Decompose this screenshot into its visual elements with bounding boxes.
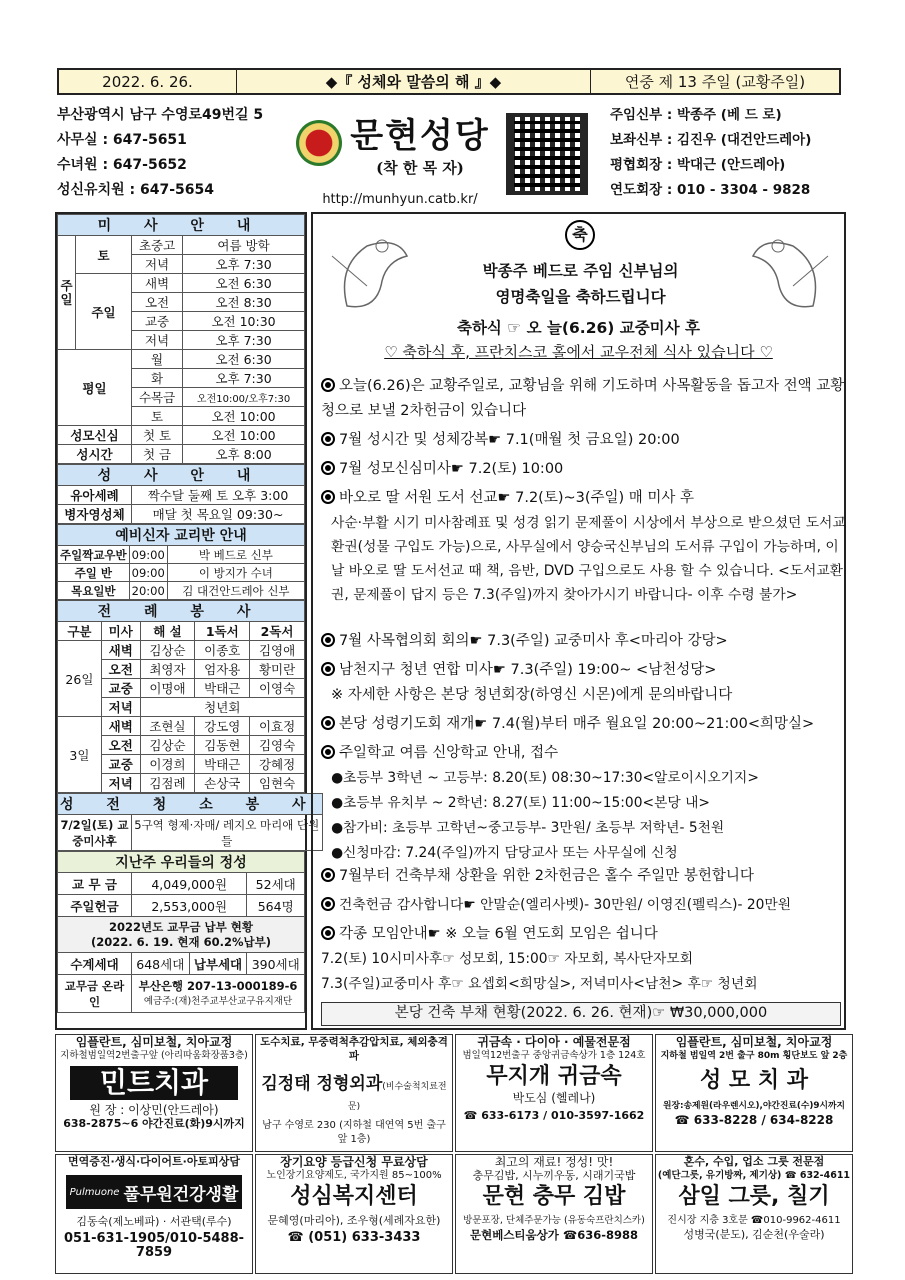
cat-cell: 김 대건안드레아 신부: [167, 582, 304, 600]
off-cell: 교 무 금: [58, 873, 132, 895]
ad-tableware[interactable]: [655, 1154, 853, 1274]
notice-list-item: ●초등부 3학년 ~ 고등부: 8.20(토) 08:30~17:30<알로이시오기지>: [331, 770, 759, 786]
account-holder: 예금주:(재)천주교부산교구유지재단: [143, 995, 293, 1007]
altar-cell: 저녁: [101, 774, 140, 793]
church-title: [300, 108, 500, 207]
cat-cell: 목요일반: [58, 582, 130, 600]
banner-line1: 박종주 베드로 주임 신부님의: [482, 262, 679, 280]
altar-cell: 김동현: [195, 736, 250, 755]
notice-text: 건축헌금 감사합니다☛ 안말순(엘리사벳)- 30만원/ 이영진(펠릭스)- 20만원: [339, 897, 792, 913]
notice-column: [311, 212, 846, 1030]
mass-cell: 오전: [132, 293, 183, 312]
ad-tagline: 귀금속 · 다이아 · 예물전문점: [477, 1035, 631, 1049]
ad-location: (예단그릇, 유기방짜, 제기상) ☎ 632-4611: [657, 1170, 851, 1181]
cat-cell: 주일 반: [58, 564, 130, 582]
mass-cell: 오전 10:30: [183, 312, 305, 331]
sacrament-table: [57, 464, 305, 524]
mass-cell: 저녁: [132, 255, 183, 274]
altar-cell: 오전: [101, 660, 140, 679]
mass-cell: 초중고: [132, 236, 183, 255]
bullet-icon: [321, 490, 335, 504]
mass-cell: 화: [132, 369, 183, 388]
ad-pulmuone[interactable]: [55, 1154, 253, 1274]
ad-seongmo-dental[interactable]: [655, 1034, 853, 1152]
cat-cell: 박 베드로 신부: [167, 546, 304, 564]
ad-specialty: (비수술척치료전문): [347, 1082, 447, 1112]
sac-cell: 짝수달 둘째 토 오후 3:00: [132, 486, 305, 505]
altar-cell: 김상순: [140, 641, 195, 660]
notice-list-item: 7.2(토) 10시미사후☞ 성모회, 15:00☞ 자모회, 복사단자모회: [321, 951, 694, 967]
ad-contact: 방문포장, 단체주문가능 (유동숙프란치스카): [463, 1215, 645, 1226]
qr-code-pattern: [514, 121, 580, 187]
mass-cell: 오전 10:00: [183, 407, 305, 426]
ad-name: 김정태 정형외과: [261, 1074, 383, 1094]
clergy-info: [610, 103, 811, 203]
ad-tagline: 장기요양 등급신청 무료상담: [280, 1155, 428, 1169]
yearend-president: 연도회장 : 010 - 3304 - 9828: [610, 182, 811, 198]
assistant-pastor: 보좌신부 : 김진우 (대건안드레아): [610, 132, 812, 148]
altar-head: 미사: [101, 622, 140, 641]
notice-text: 바오로 딸 서원 도서 선교☛ 7.2(토)~3(주일) 매 미사 후: [339, 490, 695, 506]
mass-cell: 오후 7:30: [183, 369, 305, 388]
ad-contact: 원 장 : 이상민(안드레아): [89, 1103, 219, 1117]
mass-cell: 첫 토: [132, 426, 183, 445]
altar-cell: 강혜정: [250, 755, 305, 774]
celebration-meal: ♡ 축하식 후, 프란치스코 홀에서 교우전체 식사 있습니다 ♡: [384, 343, 773, 361]
ad-contact: 김동숙(제노베파) · 서관택(루수): [76, 1215, 232, 1228]
mass-cell: 교중: [132, 312, 183, 331]
ad-phone: ☎ 633-6173 / 010-3597-1662: [463, 1109, 645, 1122]
notice-text: 오늘(6.26)은 교황주일로, 교황님을 위해 기도하며 사목활동을 돕고자 전액 교황청으로 보낼 2차헌금이 있습니다: [321, 378, 845, 419]
cat-cell: 이 방지가 수녀: [167, 564, 304, 582]
mass-cell: 오전 6:30: [183, 350, 305, 369]
ad-name: 풀무원건강생활: [123, 1184, 239, 1205]
clean-who: 5구역 형제·자매/ 레지오 마리애 단원들: [132, 815, 323, 851]
bullet-icon: [321, 662, 335, 676]
notice-list-item: 7.3(주일)교중미사 후☞ 요셉회<희망실>, 저녁미사<남천> 후☞ 청년회: [321, 976, 758, 992]
bullet-icon: [321, 716, 335, 730]
altar-cell: 오전: [101, 736, 140, 755]
offering-title: 지난주 우리들의 정성: [58, 852, 305, 873]
church-contacts: [57, 103, 263, 203]
altar-day: 26일: [58, 641, 102, 717]
cat-cell: 20:00: [129, 582, 167, 600]
altar-cell: 박태근: [195, 755, 250, 774]
notice-item: [321, 457, 846, 482]
notice-detail: 사순·부활 시기 미사참례표 및 성경 읽기 문제풀이 시상에서 부상으로 받으셨던 도서교환권(성물 구입도 가능)으로, 사무실에서 양승국신부님의 도서류 구입이 가능하며, 이 날 바오로 딸 도서선교 때 책, 음반, DVD 구입으로도 사용 할 수 있습니다. <도서교환권, 문제풀이 답지 등은 7.3(주일)까지 찾아가시기 바랍니다- 이후 수령 불가>: [331, 515, 846, 603]
altar-cell: 최영자: [140, 660, 195, 679]
angel-right-icon: [743, 226, 833, 321]
altar-cell: 황미란: [250, 660, 305, 679]
ad-tagline: 도수치료, 무중력척추감압치료, 체외충격파: [260, 1036, 448, 1062]
ad-tagline: 면역증진·생식·다이어트·아토피상담: [68, 1155, 240, 1168]
weekday-label: 평일: [58, 350, 132, 426]
ad-tagline: 임플란트, 심미보철, 치아교정: [75, 1035, 233, 1049]
celebration-badge: 축: [565, 220, 595, 250]
notice-item: [321, 486, 846, 607]
cat-cell: 주일짝교우반: [58, 546, 130, 564]
mass-cell: 성모신심: [58, 426, 132, 445]
off-cell: 648세대: [132, 953, 190, 975]
altar-cell: 손상국: [195, 774, 250, 793]
mass-cell: 성시간: [58, 445, 132, 464]
notice-item: [321, 629, 846, 654]
online-label: 교무금 온라인: [58, 975, 132, 1013]
address: 부산광역시 남구 수영로49번길 5: [57, 107, 264, 123]
council-president: 평협회장 : 박대근 (안드레아): [610, 157, 786, 173]
convent-phone: 수녀원 : 647-5652: [57, 157, 187, 173]
bullet-icon: [321, 378, 335, 392]
notice-item: [321, 893, 846, 918]
sac-cell: 매달 첫 목요일 09:30~: [132, 505, 305, 524]
notice-item: [321, 428, 846, 453]
church-url[interactable]: http://munhyun.catb.kr/: [322, 192, 478, 207]
altar-head: 구분: [58, 622, 102, 641]
ad-tagline: 혼수, 수입, 업소 그릇 전문점: [683, 1155, 825, 1168]
office-phone: 사무실 : 647-5651: [57, 132, 187, 148]
ad-jewelry[interactable]: [455, 1034, 653, 1152]
sat-label: 토: [76, 236, 132, 274]
ad-contact: 원장:송제원(라우렌시오),야간진료(수)9시까지: [662, 1101, 846, 1111]
ad-tagline: 임플란트, 심미보철, 치아교정: [675, 1035, 833, 1049]
ad-contact: 문혜영(마리아), 조우형(세례자요한): [267, 1214, 441, 1227]
mass-cell: 오후 8:00: [183, 445, 305, 464]
catechumen-title: 예비신자 교리반 안내: [58, 525, 305, 546]
ad-tagline: 최고의 재료! 정성! 맛!: [494, 1155, 614, 1169]
altar-cell: 박태근: [195, 679, 250, 698]
ad-owners: 성병국(분도), 김순천(우술라): [683, 1228, 825, 1241]
header-bar: [57, 68, 841, 95]
sac-cell: 병자영성체: [58, 505, 132, 524]
notice-item: [321, 741, 846, 866]
cat-cell: 09:00: [129, 546, 167, 564]
altar-table: [57, 600, 305, 793]
ad-phone: 638-2875~6 야간진료(화)9시까지: [63, 1117, 245, 1130]
bullet-icon: [321, 432, 335, 446]
sunday-group: 주일: [58, 236, 76, 350]
church-name: 문현성당: [350, 116, 490, 156]
altar-cell: 이효정: [250, 717, 305, 736]
ad-menu: 충무김밥, 시누끼우동, 시래기국밥: [472, 1169, 636, 1182]
ad-phone: 051-631-1905/010-5488-7859: [63, 1231, 245, 1260]
notice-list-item: ●신청마감: 7.24(주일)까지 담당교사 또는 사무실에 신청: [331, 845, 678, 861]
catechumen-table: [57, 524, 305, 600]
issue-date: 2022. 6. 26.: [59, 70, 237, 93]
notice-list-item: ●초등부 유치부 ~ 2학년: 8.27(토) 11:00~15:00<본당 내>: [331, 795, 710, 811]
mass-table: [57, 214, 305, 464]
angel-left-icon: [327, 226, 417, 321]
notice-text: 본당 성령기도회 재개☛ 7.4(월)부터 매주 월요일 20:00~21:00<희망실>: [339, 716, 815, 732]
cleaning-table: [57, 793, 323, 851]
mass-cell: 오전10:00/오후7:30: [183, 388, 305, 407]
debt-status: 본당 건축 부채 현황(2022. 6. 26. 현재)☞ ₩30,000,000: [321, 1002, 841, 1026]
off-cell: 52세대: [247, 873, 305, 895]
pastor: 주임신부 : 박종주 (베 드 로): [610, 107, 782, 123]
ad-phone: 문현베스티움상가 ☎636-8988: [470, 1228, 638, 1242]
altar-cell: 조현실: [140, 717, 195, 736]
off-cell: 390세대: [247, 953, 305, 975]
ad-location: 남구 수영로 230 (지하철 대연역 5번 출구 앞 1층): [262, 1120, 446, 1145]
off-cell: 4,049,000원: [132, 873, 247, 895]
notice-detail: ※ 자세한 사항은 본당 청년회장(하영신 시몬)에게 문의바랍니다: [331, 687, 733, 703]
banner-line2: 영명축일을 축하드립니다: [495, 288, 666, 306]
altar-title: 전 례 봉 사: [58, 601, 305, 622]
bullet-icon: [321, 633, 335, 647]
ad-mint-dental[interactable]: [55, 1034, 253, 1152]
ad-location: 지하철 범일역 2번 출구 80m 횡단보도 앞 2층: [660, 1051, 848, 1061]
offering-status-date: (2022. 6. 19. 현재 60.2%납부): [91, 934, 271, 949]
bullet-icon: [321, 897, 335, 911]
ad-name: 민트치과: [70, 1066, 238, 1100]
church-subtitle: (착 한 목 자): [376, 159, 464, 177]
mass-cell: 오전 8:30: [183, 293, 305, 312]
sun-label: 주일: [76, 274, 132, 350]
mass-cell: 첫 금: [132, 445, 183, 464]
notice-item: [321, 712, 846, 737]
kindergarten-phone: 성신유치원 : 647-5654: [57, 182, 214, 198]
altar-head: 해 설: [140, 622, 195, 641]
altar-head: 2독서: [250, 622, 305, 641]
altar-cell: 교중: [101, 679, 140, 698]
clean-title: 성 전 청 소 봉 사: [58, 794, 323, 815]
bullet-icon: [321, 461, 335, 475]
altar-cell: 김점례: [140, 774, 195, 793]
altar-cell: 새벽: [101, 641, 140, 660]
ad-name: 성 모 치 과: [700, 1068, 808, 1093]
mass-title: 미 사 안 내: [58, 215, 305, 236]
ad-orthopedic[interactable]: [255, 1034, 453, 1152]
altar-cell: 김영숙: [250, 736, 305, 755]
ad-logo: [66, 1175, 242, 1209]
mass-cell: 수목금: [132, 388, 183, 407]
notice-item: [321, 658, 846, 708]
notice-item: [321, 922, 846, 997]
notice-list-item: ●참가비: 초등부 고학년~중고등부- 3만원/ 초등부 저학년- 5천원: [331, 820, 725, 836]
off-cell: 수계세대: [58, 953, 132, 975]
ad-phone: ☎ (051) 633-3433: [287, 1230, 421, 1245]
notice-text: 남천지구 청년 연합 미사☛ 7.3(주일) 19:00~ <남천성당>: [339, 662, 717, 678]
altar-cell: 이종호: [195, 641, 250, 660]
altar-cell: 김영애: [250, 641, 305, 660]
notice-text: 7월 사목협의회 회의☛ 7.3(주일) 교중미사 후<마리아 강당>: [339, 633, 728, 649]
sacrament-title: 성 사 안 내: [58, 465, 305, 486]
schedule-column: [55, 212, 320, 1030]
offering-status: 2022년도 교무금 납부 현황: [109, 919, 253, 934]
altar-cell: 임현숙: [250, 774, 305, 793]
mass-cell: 월: [132, 350, 183, 369]
altar-cell: 이경희: [140, 755, 195, 774]
ad-phone: ☎ 633-8228 / 634-8228: [674, 1113, 834, 1127]
bank-account: 부산은행 207-13-000189-6: [138, 978, 298, 993]
mass-cell: 새벽: [132, 274, 183, 293]
ad-location: 범일역12번출구 중앙귀금속상가 1층 124호: [462, 1050, 646, 1061]
mass-cell: 오후 7:30: [183, 255, 305, 274]
off-cell: 납부세대: [189, 953, 247, 975]
year-theme: ◆『 성체와 말씀의 해 』◆: [237, 70, 591, 93]
bullet-icon: [321, 868, 335, 882]
feast-banner: [413, 258, 748, 310]
notice-item: [321, 374, 846, 424]
notice-text: 7월 성모신심미사☛ 7.2(토) 10:00: [339, 461, 564, 477]
altar-cell: 새벽: [101, 717, 140, 736]
off-cell: 주일헌금: [58, 895, 132, 917]
ad-name: 문현 충무 김밥: [482, 1184, 626, 1209]
altar-day: 3일: [58, 717, 102, 793]
mass-cell: 저녁: [132, 331, 183, 350]
mass-cell: 여름 방학: [183, 236, 305, 255]
celebration-time: 축하식 ☞ 오 늘(6.26) 교중미사 후: [456, 319, 701, 337]
altar-cell: 이명애: [140, 679, 195, 698]
mass-cell: 오후 7:30: [183, 331, 305, 350]
mass-cell: 오전 6:30: [183, 274, 305, 293]
altar-cell: 강도영: [195, 717, 250, 736]
ad-contact: 진시장 지층 3호문 ☎010-9962-4611: [667, 1215, 841, 1226]
altar-cell: 김상순: [140, 736, 195, 755]
ad-contact: 박도심 (헬레나): [512, 1091, 596, 1105]
altar-cell: 이영숙: [250, 679, 305, 698]
altar-cell: 저녁: [101, 698, 140, 717]
liturgical-sunday: 연중 제 13 주일 (교황주일): [624, 73, 806, 91]
ad-location: 노인장기요양제도, 국가지원 85~100%: [266, 1170, 442, 1181]
notice-text: 7월부터 건축부채 상환을 위한 2차헌금은 홀수 주일만 봉헌합니다: [339, 868, 754, 884]
altar-head: 1독서: [195, 622, 250, 641]
off-cell: 2,553,000원: [132, 895, 247, 917]
ad-name: 성심복지센터: [290, 1184, 418, 1209]
ad-gimbap[interactable]: [455, 1154, 653, 1274]
bullet-icon: [321, 745, 335, 759]
notice-item: [321, 864, 846, 889]
ad-brand: Pulmuone: [69, 1186, 120, 1198]
notice-text: 각종 모임안내☛ ※ 오늘 6월 연도회 모임은 쉽니다: [339, 926, 658, 942]
notice-text: 7월 성시간 및 성체강복☛ 7.1(매월 첫 금요일) 20:00: [339, 432, 680, 448]
notice-text: 주일학교 여름 신앙학교 안내, 접수: [339, 745, 559, 761]
altar-cell: 교중: [101, 755, 140, 774]
mass-cell: 오전 10:00: [183, 426, 305, 445]
ad-name: 무지개 귀금속: [486, 1064, 622, 1089]
clean-when: 7/2일(토) 교중미사후: [58, 815, 132, 851]
offering-table: [57, 851, 305, 1013]
ad-phone: [256, 1151, 452, 1152]
sac-cell: 유아세례: [58, 486, 132, 505]
altar-cell: 엄자용: [195, 660, 250, 679]
cat-cell: 09:00: [129, 564, 167, 582]
mass-cell: 토: [132, 407, 183, 426]
ad-location: 지하철범일역2번출구앞 (아리따움화장품3층): [60, 1050, 248, 1061]
ad-welfare-center[interactable]: [255, 1154, 453, 1274]
ad-name: 삼일 그릇, 칠기: [678, 1184, 830, 1209]
altar-cell: 청년회: [140, 698, 304, 717]
bullet-icon: [321, 926, 335, 940]
off-cell: 564명: [247, 895, 305, 917]
